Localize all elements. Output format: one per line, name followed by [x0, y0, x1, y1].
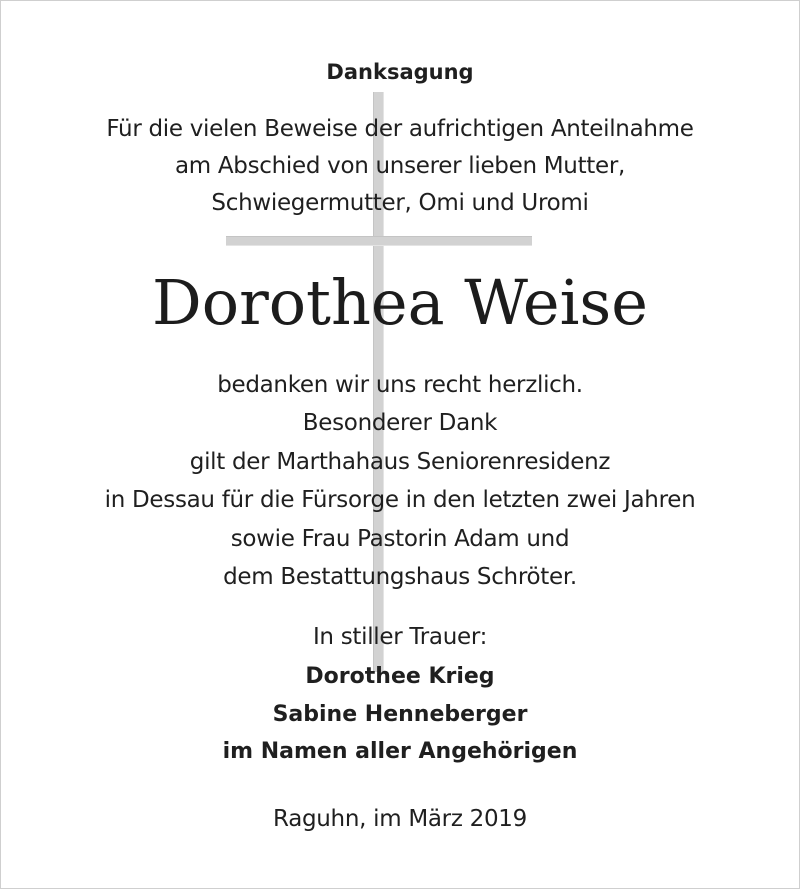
place-date: Raguhn, im März 2019	[273, 806, 527, 832]
mourner-3: im Namen aller Angehörigen	[222, 739, 578, 764]
intro-line-1: Für die vielen Beweise der aufrichtigen Anteilnahme	[106, 116, 694, 142]
thanks-line-1: bedanken wir uns recht herzlich.	[217, 372, 583, 398]
thanks-line-6: dem Bestattungshaus Schröter.	[223, 564, 577, 590]
mourner-1: Dorothee Krieg	[305, 664, 495, 689]
thanks-line-2: Besonderer Dank	[302, 410, 498, 436]
mourning-label: In stiller Trauer:	[312, 624, 488, 650]
intro-line-3: Schwiegermutter, Omi und Uromi	[211, 190, 589, 216]
intro-line-2: am Abschied von unserer lieben Mutter,	[174, 153, 626, 179]
thanks-line-3: gilt der Marthahaus Seniorenresidenz	[189, 449, 611, 475]
deceased-name: Dorothea Weise	[152, 266, 648, 339]
notice-title: Danksagung	[326, 60, 474, 84]
mourner-2: Sabine Henneberger	[272, 702, 528, 727]
thanks-line-4: in Dessau für die Fürsorge in den letzten zwei Jahren	[104, 487, 696, 513]
thanks-line-5: sowie Frau Pastorin Adam und	[230, 526, 570, 552]
cross-horizontal-beam	[226, 236, 532, 246]
